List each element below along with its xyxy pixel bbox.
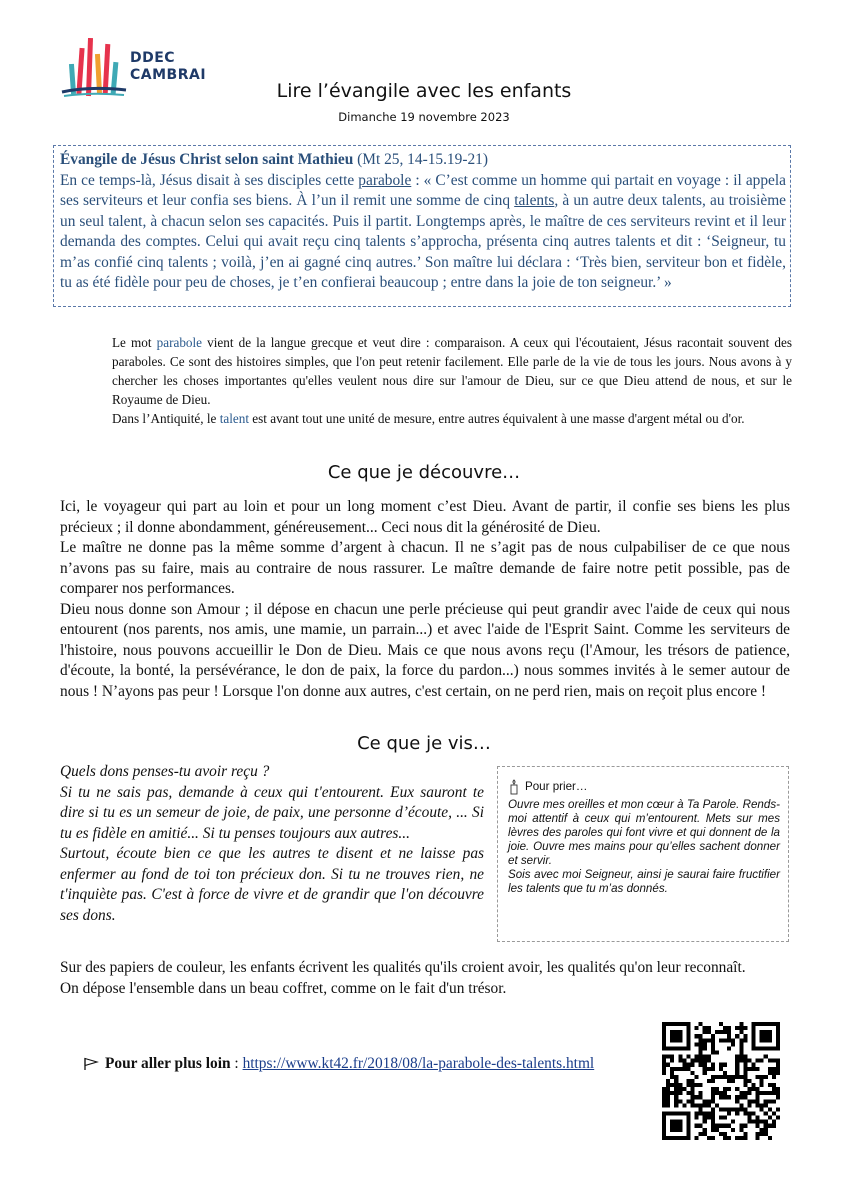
activity-text <box>60 958 790 999</box>
prayer-body <box>508 798 780 896</box>
activity-paragraph: On dépose l'ensemble dans un beau coffret, comme on le fait d'un trésor. <box>60 979 507 997</box>
gospel-word-talents: talents <box>514 192 555 209</box>
gospel-text-3: , à un autre deux talents, au troisième un seul talent, à chacun selon ses capacités. Puis il partit. Longtemps après, le maître de ces serviteurs revint et il leur demanda des comptes. Celui qui avait reçu cinq talents s’approcha, présenta cinq autres talents et dit : ‘Seigneur, tu m’as confié cinq talents ; voilà, j’en ai gagné cinq autres.’ Son maître lui déclara : ‘Très bien, serviteur bon et fidèle, tu as été fidèle pour peu de choses, je t’en confierai beaucoup ; entre dans la joie de ton seigneur.’ » <box>60 192 786 291</box>
gospel-text-1: En ce temps-là, Jésus disait à ses disciples cette <box>60 171 359 189</box>
definition-word-talent: talent <box>219 411 249 426</box>
gospel-title: Évangile de Jésus Christ selon saint Mathieu <box>60 151 354 168</box>
definition-word-parabole: parabole <box>156 335 203 350</box>
candle-icon <box>508 779 520 795</box>
definitions <box>112 333 792 428</box>
definition-text: Dans l’Antiquité, le <box>112 411 220 426</box>
qr-code <box>662 1022 780 1140</box>
vis-paragraph: Surtout, écoute bien ce que les autres te disent et ne laisse pas enfermer au fond de toi ton précieux don. Si tu ne trouves rien, ne t'inquiète pas. C'est à force de vivre et de grandir que l'on découvre ses dons. <box>60 845 484 924</box>
decouvre-paragraph: Le maître ne donne pas la même somme d’argent à chacun. Il ne s’agit pas de nous culpabiliser de ce que nous n’avons pas su faire, mais au contraire de nous rassurer. Le maître demande de faire notre petit possible, pas de comparer nos performances. <box>60 539 790 597</box>
prayer-heading <box>508 779 780 795</box>
decouvre-text <box>60 497 790 702</box>
prayer-box <box>497 766 789 942</box>
decouvre-paragraph: Ici, le voyageur qui part au loin et pour un long moment c’est Dieu. Avant de partir, il confie ses biens les plus précieux ; il donne abondamment, généreusement... Ceci nous dit la générosité de Dieu. <box>60 498 790 536</box>
vis-paragraph: Si tu ne sais pas, demande à ceux qui t'entourent. Eux sauront te dire si tu es un semeur de joie, de paix, une personne d’écoute, ... Si tu es fidèle en amitié... Si tu penses toujours aux autres... <box>60 783 484 842</box>
prayer-heading-text: Pour prier… <box>525 780 588 793</box>
logo-line-2: CAMBRAI <box>130 67 207 83</box>
qr-code-icon <box>662 1022 780 1140</box>
page-date: Dimanche 19 novembre 2023 <box>338 110 510 124</box>
further-reading <box>83 1055 594 1073</box>
further-separator: : <box>230 1055 243 1072</box>
section-title-decouvre: Ce que je découvre… <box>327 462 521 483</box>
further-link[interactable]: https://www.kt42.fr/2018/08/la-parabole-des-talents.html <box>242 1055 595 1072</box>
definition-text: est avant tout une unité de mesure, entre autres équivalent à une masse d'argent métal ou d'or. <box>248 411 745 426</box>
gospel-text-2: : « C’est comme un homme qui partait en voyage : il appela ses serviteurs et leur confia ses biens. À l’un il remit une somme de cinq <box>60 171 786 209</box>
gospel-reference: (Mt 25, 14-15.19-21) <box>353 151 488 168</box>
prayer-line: Ouvre mes oreilles et mon cœur à Ta Parole. Rends-moi attentif à ceux qui m’entourent. Mets sur mes lèvres des paroles qui font vivre et qui donnent de la joie. Ouvre mes mains pour qu’elles sachent donner et servir. <box>508 798 780 867</box>
vis-text <box>60 762 484 926</box>
definition-parabole <box>112 333 792 409</box>
logo-text <box>130 50 206 84</box>
further-label: Pour aller plus loin <box>105 1055 231 1072</box>
definition-text: vient de la langue grecque et veut dire : comparaison. A ceux qui l'écoutaient, Jésus racontait souvent des paraboles. Ce sont des histoires simples, que l'on peut retenir facilement. Elle parle de la vie de tous les jours. Nous avons à y chercher les choses importantes qu'elles veulent nous dire sur l'amour de Dieu, sur ce que Dieu attend de nous, et sur le Royaume de Dieu. <box>112 335 792 407</box>
prayer-line: Sois avec moi Seigneur, ainsi je saurai faire fructifier les talents que tu m’as donnés. <box>508 868 780 895</box>
flag-icon <box>83 1057 99 1071</box>
vis-paragraph: Quels dons penses-tu avoir reçu ? <box>60 763 270 780</box>
section-title-vis: Ce que je vis… <box>357 733 491 754</box>
definition-talent <box>112 409 792 428</box>
decouvre-paragraph: Dieu nous donne son Amour ; il dépose en chacun une perle précieuse qui peut grandir avec l'aide de ceux qui nous entourent (nos parents, nos amis, une mamie, un parrain...) et avec l'aide de l'Esprit Saint. Comme les serviteurs de l'histoire, nous pouvons accueillir le Don de Dieu. Mais ce que nous avons reçu (l'Amour, les trésors de patience, d'écoute, la bonté, la persévérance, le don de paix, la force du pardon...) nous sommes invités à le semer autour de nous ! N’ayons pas peur ! Lorsque l'on donne aux autres, c'est certain, on ne perd rien, mais on reçoit plus encore ! <box>60 600 790 700</box>
activity-paragraph: Sur des papiers de couleur, les enfants écrivent les qualités qu'ils croient avoir, les qualités qu'on leur reconnaît. <box>60 959 746 976</box>
gospel-box <box>53 145 791 307</box>
logo-line-1: DDEC <box>130 50 176 66</box>
gospel-word-parabole: parabole <box>358 171 412 189</box>
page-title: Lire l’évangile avec les enfants <box>276 80 572 102</box>
definition-text: Le mot <box>112 335 157 350</box>
